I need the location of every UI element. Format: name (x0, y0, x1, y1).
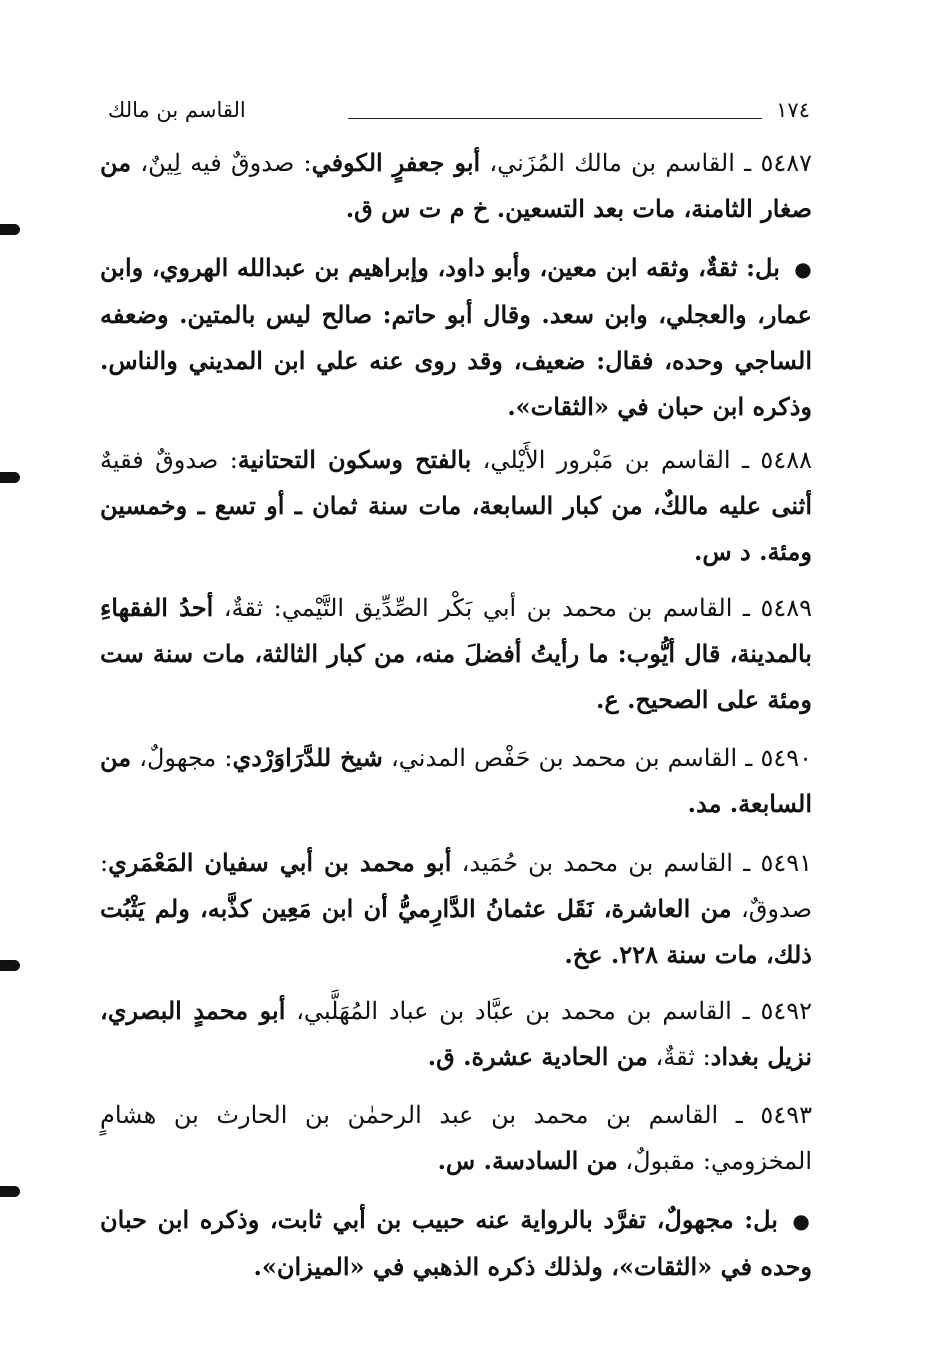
entry-text: : صدوقٌ فقيهٌ (100, 446, 238, 474)
page-header (108, 98, 810, 128)
entry-number: ٥٤٨٧ ـ (744, 149, 812, 177)
edge-mark (0, 960, 20, 971)
entry-number: ٥٤٨٩ ـ (742, 594, 812, 622)
entry (100, 735, 812, 827)
entry-text: القاسم بن محمد بن عبَّاد بن عباد المُهَلَّبي، (285, 997, 743, 1025)
entry-text: : صدوقٌ فيه لِينٌ، (131, 149, 312, 177)
entry-text: القاسم بن محمد بن عبد الرحمٰن بن الحارث بن هشامٍ المخزومي: مقبولٌ، (100, 1101, 812, 1175)
edge-mark (0, 1186, 20, 1197)
entry-text-bold: أثنى عليه مالكٌ، من كبار السابعة، مات سنة ثمان ـ أو تسع ـ وخمسين ومئة. د س. (100, 491, 812, 566)
entry-note (100, 245, 812, 430)
entry-text-bold: من الحادية عشرة. ق. (427, 1042, 648, 1071)
entry (100, 840, 812, 978)
entry-text: القاسم بن محمد بن حُمَيد، (451, 849, 744, 877)
entry-text-bold: أبو محمد بن أبي سفيان المَعْمَري (108, 848, 452, 877)
entry-text-bold: أبو محمدٍ البصري، نزيل بغداد (100, 996, 812, 1071)
entry (100, 1093, 812, 1184)
entry-text: : ثقةٌ، (647, 1043, 711, 1071)
entry-number: ٥٤٩٣ ـ (735, 1101, 812, 1129)
entry-text-bold: أبو جعفرٍ الكوفي (311, 148, 481, 177)
header-rule (348, 118, 762, 119)
entry-text-bold: أحدُ الفقهاءِ بالمدينة، قال أيُّوب: ما رأيتُ أفضلَ منه، من كبار الثالثة، مات سنة ست ومئة على الصحيح. ع. (100, 593, 812, 714)
entry-note (100, 1197, 812, 1290)
entry-text: : صدوقٌ، (100, 849, 812, 923)
entry-number: ٥٤٩٢ ـ (742, 997, 813, 1025)
entry (100, 988, 812, 1080)
entry-text-bold: بل: مجهولٌ، تفرَّد بالرواية عنه حبيب بن أبي ثابت، وذكره ابن حبان وحده في «الثقات»، ولذلك ذكره الذهبي في «الميزان». (100, 1205, 812, 1281)
running-title: القاسم بن مالك (108, 98, 246, 122)
entry (100, 140, 812, 232)
entry-text-bold: من صغار الثامنة، مات بعد التسعين. خ م ت س ق. (100, 148, 812, 223)
entry-text-bold: من العاشرة، نَقَل عثمانُ الدَّارِميُّ أن ابن مَعِين كذَّبه، ولم يَثْبُت ذلك، مات سنة ٢٢٨. عخ. (100, 894, 812, 969)
entry-number: ٥٤٩٠ ـ (745, 744, 812, 772)
entry-text-bold: من السادسة. س. (437, 1146, 618, 1175)
entry (100, 437, 812, 575)
entry-text: القاسم بن مَبْرور الأَيْلي، (471, 446, 742, 474)
entry-text-bold: بالفتح وسكون التحتانية (237, 445, 472, 474)
entry-number: ٥٤٩١ ـ (743, 849, 812, 877)
edge-mark (0, 472, 20, 483)
entry-text-bold: بل: ثقةٌ، وثقه ابن معين، وأبو داود، وإبراهيم بن عبدالله الهروي، وابن عمار، والعجلي، وابن سعد. وقال أبو حاتم: صالح ليس بالمتين. وضعفه الساجي وحده، فقال: ضعيف، وقد روى عنه علي ابن المديني والناس. وذكره ابن حبان في «الثقات». (100, 253, 812, 421)
entry-text-bold: من السابعة. مد. (100, 743, 812, 818)
edge-mark (0, 224, 20, 235)
entry-text: القاسم بن محمد بن حَفْص المدني، (382, 744, 746, 772)
page-number: ١٧٤ (776, 98, 810, 122)
bullet-icon: ● (792, 1209, 813, 1233)
entry-text: : مجهولٌ، (131, 744, 233, 772)
entry (100, 585, 812, 723)
bullet-icon: ● (794, 257, 813, 281)
entry-text: القاسم بن مالك المُزَني، (480, 149, 745, 177)
entry-text-bold: شيخ للدَّرَاوَرْدي (232, 743, 383, 772)
entry-text: القاسم بن محمد بن أبي بَكْر الصِّدِّيق التَّيْمي: ثقةٌ، (213, 594, 743, 622)
entry-number: ٥٤٨٨ ـ (741, 446, 812, 474)
